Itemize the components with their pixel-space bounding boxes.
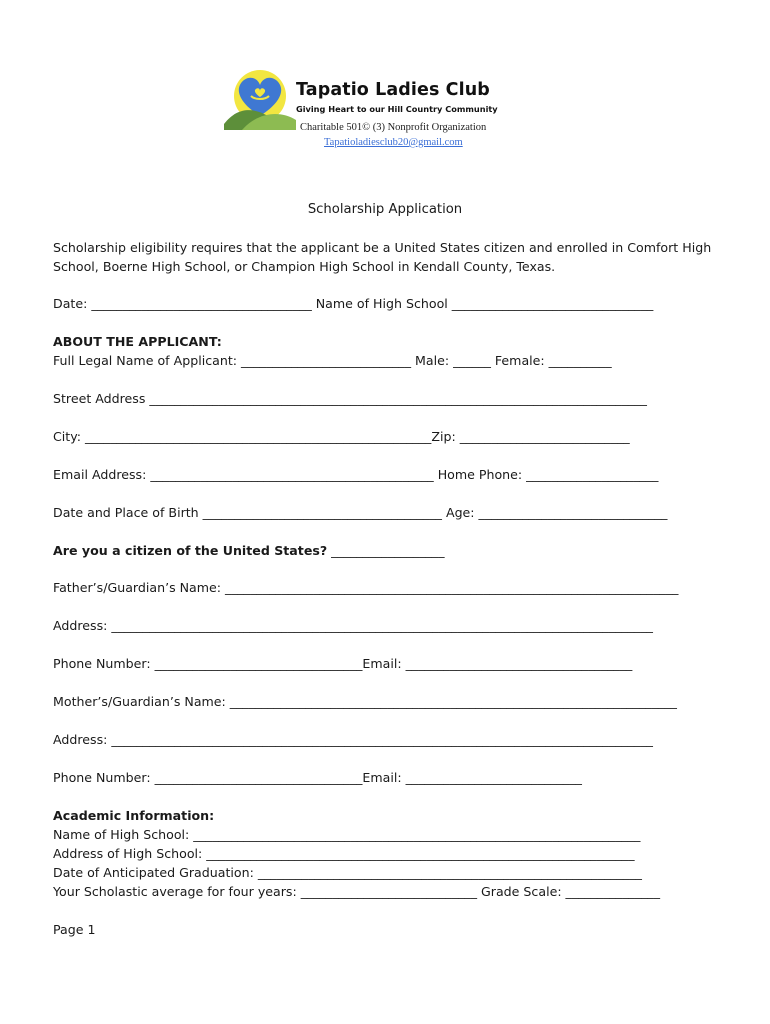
hs-name-field-line[interactable]: Name of High School: _______________________________________________________________________ (53, 827, 641, 842)
form-title: Scholarship Application (307, 202, 463, 217)
citizen-question: Are you a citizen of the United States? (53, 543, 328, 558)
full-name-field-line[interactable]: Full Legal Name of Applicant: ___________________________ Male: ______ Female: __________ (53, 353, 612, 368)
eligibility-text: Scholarship eligibility requires that the applicant be a United States citizen and enrolled in Comfort High School, Boerne High School, or Champion High School in Kendall County, Texas. (53, 240, 712, 274)
email-phone-field-line[interactable]: Email Address: _____________________________________________ Home Phone: _____________________ (53, 467, 659, 482)
date-field-line[interactable]: Date: ___________________________________ Name of High School ________________________________ (53, 296, 654, 311)
average-grade-field-line[interactable]: Your Scholastic average for four years: ____________________________ Grade Scale: _______________ (53, 884, 661, 899)
heart-sun-hills-icon (224, 66, 296, 130)
father-address-field-line[interactable]: Address: ______________________________________________________________________________________ (53, 618, 653, 633)
father-phone-email-field-line[interactable]: Phone Number: _________________________________Email: ____________________________________ (53, 656, 633, 671)
hs-address-field-line[interactable]: Address of High School: ____________________________________________________________________ (53, 846, 635, 861)
page-number: Page 1 (53, 922, 96, 937)
mother-name-field-line[interactable]: Mother’s/Guardian’s Name: _______________________________________________________________________ (53, 694, 677, 709)
club-logo (224, 66, 504, 130)
mother-phone-email-field-line[interactable]: Phone Number: _________________________________Email: ____________________________ (53, 770, 582, 785)
birth-age-field-line[interactable]: Date and Place of Birth ______________________________________ Age: ______________________________ (53, 505, 668, 520)
city-zip-field-line[interactable]: City: _______________________________________________________Zip: ___________________________ (53, 429, 630, 444)
logo-tagline: Giving Heart to our Hill Country Community (296, 104, 498, 114)
academic-heading: Academic Information: (53, 808, 215, 823)
street-address-field-line[interactable]: Street Address _______________________________________________________________________________ (53, 391, 647, 406)
club-email-link[interactable]: Tapatioladiesclub20@gmail.com (324, 137, 463, 148)
about-applicant-heading: ABOUT THE APPLICANT: (53, 334, 222, 349)
charity-line: Charitable 501© (3) Nonprofit Organization (300, 122, 487, 133)
mother-address-field-line[interactable]: Address: ______________________________________________________________________________________ (53, 732, 653, 747)
logo-title: Tapatio Ladies Club (296, 80, 490, 100)
citizen-blank[interactable]: __________________ (327, 543, 445, 558)
father-name-field-line[interactable]: Father’s/Guardian’s Name: ________________________________________________________________________ (53, 580, 679, 595)
citizen-field-line[interactable] (53, 543, 445, 559)
graduation-field-line[interactable]: Date of Anticipated Graduation: _____________________________________________________________ (53, 865, 642, 880)
